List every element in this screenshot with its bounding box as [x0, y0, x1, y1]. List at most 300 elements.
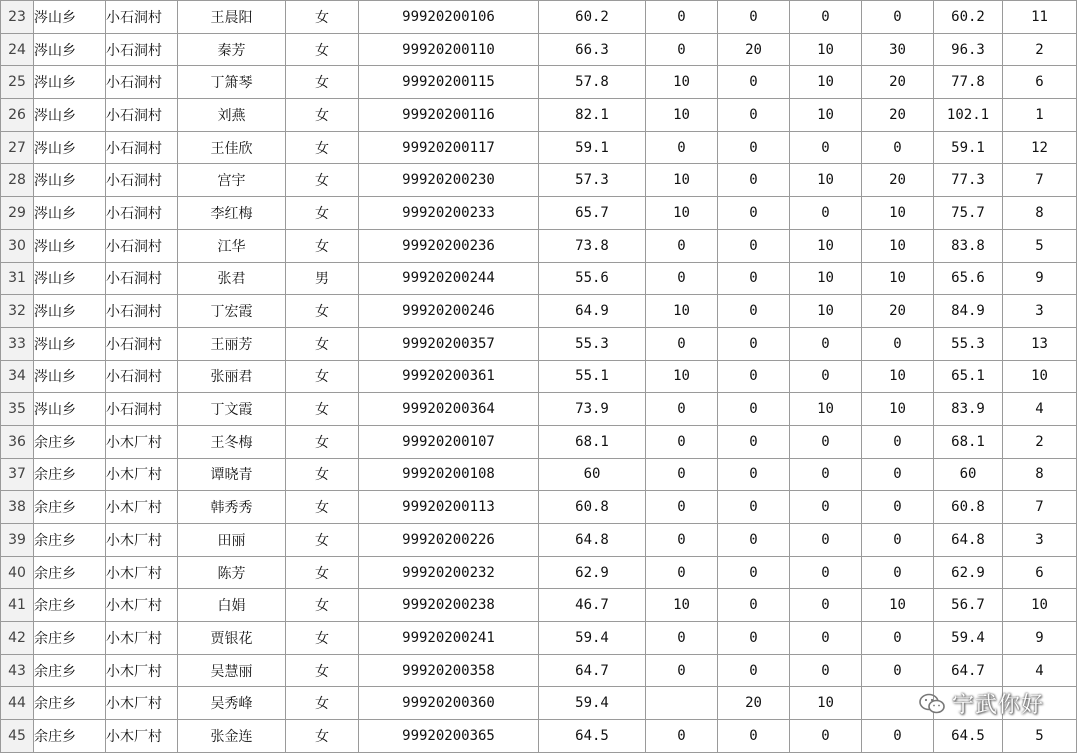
village-cell[interactable]: 小木厂村 — [106, 556, 178, 589]
bonus1-cell[interactable]: 0 — [646, 131, 718, 164]
id-cell[interactable]: 99920200244 — [359, 262, 539, 295]
name-cell[interactable]: 张君 — [178, 262, 286, 295]
id-cell[interactable]: 99920200116 — [359, 99, 539, 132]
bonus3-cell[interactable]: 0 — [790, 524, 862, 557]
village-cell[interactable]: 小木厂村 — [106, 687, 178, 720]
village-cell[interactable]: 小木厂村 — [106, 589, 178, 622]
bonus2-cell[interactable]: 0 — [718, 327, 790, 360]
bonus1-cell[interactable]: 0 — [646, 262, 718, 295]
total-cell[interactable]: 65.6 — [934, 262, 1003, 295]
bonus2-cell[interactable]: 0 — [718, 262, 790, 295]
gender-cell[interactable]: 女 — [286, 622, 359, 655]
bonus4-cell[interactable]: 20 — [862, 164, 934, 197]
bonus3-cell[interactable]: 10 — [790, 262, 862, 295]
bonus2-cell[interactable]: 0 — [718, 197, 790, 230]
bonus3-cell[interactable]: 10 — [790, 99, 862, 132]
bonus3-cell[interactable]: 0 — [790, 720, 862, 753]
bonus4-cell[interactable]: 10 — [862, 393, 934, 426]
rank-cell[interactable]: 3 — [1003, 524, 1077, 557]
score-cell[interactable]: 55.6 — [539, 262, 646, 295]
bonus2-cell[interactable]: 0 — [718, 720, 790, 753]
bonus1-cell[interactable]: 10 — [646, 360, 718, 393]
rank-cell[interactable]: 2 — [1003, 425, 1077, 458]
gender-cell[interactable]: 女 — [286, 99, 359, 132]
bonus2-cell[interactable]: 0 — [718, 425, 790, 458]
village-cell[interactable]: 小石洞村 — [106, 1, 178, 34]
bonus1-cell[interactable] — [646, 687, 718, 720]
name-cell[interactable]: 丁文霞 — [178, 393, 286, 426]
town-cell[interactable]: 涔山乡 — [34, 66, 106, 99]
score-cell[interactable]: 82.1 — [539, 99, 646, 132]
score-cell[interactable]: 73.9 — [539, 393, 646, 426]
town-cell[interactable]: 余庄乡 — [34, 687, 106, 720]
town-cell[interactable]: 涔山乡 — [34, 295, 106, 328]
table-row — [1, 197, 1077, 230]
name-cell[interactable]: 王晨阳 — [178, 1, 286, 34]
bonus1-cell[interactable]: 0 — [646, 327, 718, 360]
bonus4-cell[interactable]: 0 — [862, 131, 934, 164]
village-cell[interactable]: 小石洞村 — [106, 197, 178, 230]
score-cell[interactable]: 65.7 — [539, 197, 646, 230]
bonus3-cell[interactable]: 0 — [790, 458, 862, 491]
name-cell[interactable]: 吴秀峰 — [178, 687, 286, 720]
bonus2-cell[interactable]: 0 — [718, 1, 790, 34]
gender-cell[interactable]: 女 — [286, 295, 359, 328]
bonus4-cell[interactable]: 0 — [862, 491, 934, 524]
town-cell[interactable]: 涔山乡 — [34, 33, 106, 66]
id-cell[interactable]: 99920200230 — [359, 164, 539, 197]
row-number[interactable]: 35 — [1, 393, 34, 426]
town-cell[interactable]: 余庄乡 — [34, 622, 106, 655]
gender-cell[interactable]: 女 — [286, 425, 359, 458]
score-cell[interactable]: 73.8 — [539, 229, 646, 262]
village-cell[interactable]: 小石洞村 — [106, 131, 178, 164]
town-cell[interactable]: 涔山乡 — [34, 360, 106, 393]
gender-cell[interactable]: 男 — [286, 262, 359, 295]
name-cell[interactable]: 丁宏霞 — [178, 295, 286, 328]
bonus2-cell[interactable]: 0 — [718, 131, 790, 164]
total-cell[interactable]: 77.8 — [934, 66, 1003, 99]
bonus1-cell[interactable]: 0 — [646, 654, 718, 687]
village-cell[interactable]: 小石洞村 — [106, 393, 178, 426]
row-number[interactable]: 23 — [1, 1, 34, 34]
rank-cell[interactable]: 13 — [1003, 327, 1077, 360]
bonus4-cell[interactable]: 0 — [862, 524, 934, 557]
village-cell[interactable]: 小石洞村 — [106, 66, 178, 99]
name-cell[interactable]: 江华 — [178, 229, 286, 262]
rank-cell[interactable]: 4 — [1003, 393, 1077, 426]
bonus1-cell[interactable]: 0 — [646, 393, 718, 426]
name-cell[interactable]: 贾银花 — [178, 622, 286, 655]
row-number[interactable]: 42 — [1, 622, 34, 655]
id-cell[interactable]: 99920200117 — [359, 131, 539, 164]
score-cell[interactable]: 57.8 — [539, 66, 646, 99]
bonus3-cell[interactable]: 0 — [790, 622, 862, 655]
name-cell[interactable]: 王佳欣 — [178, 131, 286, 164]
bonus1-cell[interactable]: 0 — [646, 229, 718, 262]
village-cell[interactable]: 小石洞村 — [106, 360, 178, 393]
bonus2-cell[interactable]: 0 — [718, 66, 790, 99]
bonus1-cell[interactable]: 10 — [646, 66, 718, 99]
row-number[interactable]: 34 — [1, 360, 34, 393]
bonus2-cell[interactable]: 0 — [718, 229, 790, 262]
row-number[interactable]: 39 — [1, 524, 34, 557]
gender-cell[interactable]: 女 — [286, 1, 359, 34]
rank-cell[interactable]: 10 — [1003, 589, 1077, 622]
total-cell[interactable]: 77.3 — [934, 164, 1003, 197]
bonus4-cell[interactable]: 20 — [862, 99, 934, 132]
village-cell[interactable]: 小石洞村 — [106, 33, 178, 66]
town-cell[interactable]: 余庄乡 — [34, 654, 106, 687]
bonus1-cell[interactable]: 0 — [646, 1, 718, 34]
id-cell[interactable]: 99920200232 — [359, 556, 539, 589]
total-cell[interactable]: 64.8 — [934, 524, 1003, 557]
bonus4-cell[interactable]: 20 — [862, 66, 934, 99]
rank-cell[interactable]: 7 — [1003, 491, 1077, 524]
total-cell[interactable]: 62.9 — [934, 556, 1003, 589]
total-cell[interactable]: 64.5 — [934, 720, 1003, 753]
total-cell[interactable]: 83.9 — [934, 393, 1003, 426]
row-number[interactable]: 24 — [1, 33, 34, 66]
bonus3-cell[interactable]: 10 — [790, 66, 862, 99]
gender-cell[interactable]: 女 — [286, 229, 359, 262]
score-cell[interactable]: 55.1 — [539, 360, 646, 393]
gender-cell[interactable]: 女 — [286, 720, 359, 753]
watermark-text: 宁武你好 — [951, 693, 1044, 718]
id-cell[interactable]: 99920200226 — [359, 524, 539, 557]
score-cell[interactable]: 46.7 — [539, 589, 646, 622]
bonus1-cell[interactable]: 0 — [646, 33, 718, 66]
id-cell[interactable]: 99920200357 — [359, 327, 539, 360]
id-cell[interactable]: 99920200246 — [359, 295, 539, 328]
rank-cell[interactable]: 1 — [1003, 99, 1077, 132]
score-cell[interactable]: 60.8 — [539, 491, 646, 524]
town-cell[interactable]: 涔山乡 — [34, 262, 106, 295]
bonus4-cell[interactable]: 0 — [862, 622, 934, 655]
rank-cell[interactable]: 3 — [1003, 295, 1077, 328]
bonus2-cell[interactable]: 0 — [718, 654, 790, 687]
rank-cell[interactable]: 8 — [1003, 458, 1077, 491]
score-cell[interactable]: 68.1 — [539, 425, 646, 458]
score-cell[interactable]: 55.3 — [539, 327, 646, 360]
row-number[interactable]: 37 — [1, 458, 34, 491]
id-cell[interactable]: 99920200106 — [359, 1, 539, 34]
row-number[interactable]: 31 — [1, 262, 34, 295]
name-cell[interactable]: 韩秀秀 — [178, 491, 286, 524]
town-cell[interactable]: 余庄乡 — [34, 425, 106, 458]
rank-cell[interactable]: 11 — [1003, 1, 1077, 34]
id-cell[interactable]: 99920200107 — [359, 425, 539, 458]
id-cell[interactable]: 99920200360 — [359, 687, 539, 720]
total-cell[interactable]: 84.9 — [934, 295, 1003, 328]
town-cell[interactable]: 涔山乡 — [34, 131, 106, 164]
village-cell[interactable]: 小木厂村 — [106, 458, 178, 491]
bonus3-cell[interactable]: 0 — [790, 491, 862, 524]
rank-cell[interactable]: 5 — [1003, 720, 1077, 753]
bonus4-cell[interactable]: 0 — [862, 425, 934, 458]
name-cell[interactable]: 田丽 — [178, 524, 286, 557]
village-cell[interactable]: 小石洞村 — [106, 262, 178, 295]
gender-cell[interactable]: 女 — [286, 197, 359, 230]
table-row — [1, 556, 1077, 589]
bonus1-cell[interactable]: 10 — [646, 197, 718, 230]
row-number[interactable]: 41 — [1, 589, 34, 622]
id-cell[interactable]: 99920200238 — [359, 589, 539, 622]
bonus4-cell[interactable]: 0 — [862, 1, 934, 34]
name-cell[interactable]: 刘燕 — [178, 99, 286, 132]
id-cell[interactable]: 99920200110 — [359, 33, 539, 66]
row-number[interactable]: 36 — [1, 425, 34, 458]
row-number[interactable]: 40 — [1, 556, 34, 589]
id-cell[interactable]: 99920200108 — [359, 458, 539, 491]
row-number[interactable]: 26 — [1, 99, 34, 132]
town-cell[interactable]: 涔山乡 — [34, 327, 106, 360]
bonus4-cell[interactable]: 30 — [862, 33, 934, 66]
bonus4-cell[interactable]: 10 — [862, 262, 934, 295]
bonus2-cell[interactable]: 0 — [718, 556, 790, 589]
id-cell[interactable]: 99920200236 — [359, 229, 539, 262]
table-row — [1, 491, 1077, 524]
total-cell[interactable]: 55.3 — [934, 327, 1003, 360]
town-cell[interactable]: 余庄乡 — [34, 556, 106, 589]
bonus1-cell[interactable]: 0 — [646, 458, 718, 491]
bonus2-cell[interactable]: 0 — [718, 295, 790, 328]
gender-cell[interactable]: 女 — [286, 164, 359, 197]
name-cell[interactable]: 谭晓青 — [178, 458, 286, 491]
row-number[interactable]: 25 — [1, 66, 34, 99]
bonus3-cell[interactable]: 10 — [790, 687, 862, 720]
total-cell[interactable]: 60 — [934, 458, 1003, 491]
village-cell[interactable]: 小石洞村 — [106, 327, 178, 360]
gender-cell[interactable]: 女 — [286, 66, 359, 99]
score-cell[interactable]: 64.9 — [539, 295, 646, 328]
bonus4-cell[interactable]: 10 — [862, 197, 934, 230]
town-cell[interactable]: 涔山乡 — [34, 164, 106, 197]
village-cell[interactable]: 小木厂村 — [106, 425, 178, 458]
bonus3-cell[interactable]: 10 — [790, 33, 862, 66]
bonus3-cell[interactable]: 10 — [790, 164, 862, 197]
gender-cell[interactable]: 女 — [286, 589, 359, 622]
score-cell[interactable]: 59.1 — [539, 131, 646, 164]
total-cell[interactable]: 65.1 — [934, 360, 1003, 393]
town-cell[interactable]: 涔山乡 — [34, 197, 106, 230]
village-cell[interactable]: 小木厂村 — [106, 622, 178, 655]
id-cell[interactable]: 99920200364 — [359, 393, 539, 426]
name-cell[interactable]: 张金连 — [178, 720, 286, 753]
bonus3-cell[interactable]: 10 — [790, 229, 862, 262]
bonus2-cell[interactable]: 0 — [718, 164, 790, 197]
gender-cell[interactable]: 女 — [286, 491, 359, 524]
bonus3-cell[interactable]: 10 — [790, 393, 862, 426]
id-cell[interactable]: 99920200113 — [359, 491, 539, 524]
bonus1-cell[interactable]: 10 — [646, 295, 718, 328]
total-cell[interactable]: 83.8 — [934, 229, 1003, 262]
score-cell[interactable]: 64.8 — [539, 524, 646, 557]
row-number[interactable]: 45 — [1, 720, 34, 753]
total-cell[interactable]: 56.7 — [934, 589, 1003, 622]
village-cell[interactable]: 小石洞村 — [106, 164, 178, 197]
town-cell[interactable]: 涔山乡 — [34, 1, 106, 34]
total-cell[interactable]: 68.1 — [934, 425, 1003, 458]
bonus3-cell[interactable]: 0 — [790, 589, 862, 622]
total-cell[interactable]: 59.1 — [934, 131, 1003, 164]
village-cell[interactable]: 小石洞村 — [106, 99, 178, 132]
total-cell[interactable]: 59.4 — [934, 622, 1003, 655]
bonus1-cell[interactable]: 0 — [646, 556, 718, 589]
bonus3-cell[interactable]: 0 — [790, 556, 862, 589]
bonus2-cell[interactable]: 0 — [718, 491, 790, 524]
village-cell[interactable]: 小木厂村 — [106, 720, 178, 753]
bonus3-cell[interactable]: 10 — [790, 295, 862, 328]
score-cell[interactable]: 60.2 — [539, 1, 646, 34]
town-cell[interactable]: 涔山乡 — [34, 99, 106, 132]
town-cell[interactable]: 涔山乡 — [34, 393, 106, 426]
gender-cell[interactable]: 女 — [286, 131, 359, 164]
id-cell[interactable]: 99920200115 — [359, 66, 539, 99]
bonus3-cell[interactable]: 0 — [790, 131, 862, 164]
town-cell[interactable]: 余庄乡 — [34, 491, 106, 524]
name-cell[interactable]: 吴慧丽 — [178, 654, 286, 687]
bonus3-cell[interactable]: 0 — [790, 360, 862, 393]
bonus2-cell[interactable]: 0 — [718, 393, 790, 426]
bonus2-cell[interactable]: 20 — [718, 687, 790, 720]
bonus4-cell[interactable]: 0 — [862, 458, 934, 491]
rank-cell[interactable]: 5 — [1003, 229, 1077, 262]
town-cell[interactable]: 余庄乡 — [34, 524, 106, 557]
row-number[interactable]: 38 — [1, 491, 34, 524]
town-cell[interactable]: 余庄乡 — [34, 589, 106, 622]
id-cell[interactable]: 99920200241 — [359, 622, 539, 655]
bonus2-cell[interactable]: 20 — [718, 33, 790, 66]
bonus4-cell[interactable]: 20 — [862, 295, 934, 328]
gender-cell[interactable]: 女 — [286, 360, 359, 393]
name-cell[interactable]: 张丽君 — [178, 360, 286, 393]
bonus3-cell[interactable]: 0 — [790, 197, 862, 230]
bonus3-cell[interactable]: 0 — [790, 654, 862, 687]
gender-cell[interactable]: 女 — [286, 524, 359, 557]
total-cell[interactable]: 60.8 — [934, 491, 1003, 524]
bonus3-cell[interactable]: 0 — [790, 327, 862, 360]
bonus1-cell[interactable]: 0 — [646, 491, 718, 524]
bonus4-cell[interactable]: 0 — [862, 654, 934, 687]
bonus1-cell[interactable]: 0 — [646, 524, 718, 557]
bonus1-cell[interactable]: 0 — [646, 622, 718, 655]
name-cell[interactable]: 王丽芳 — [178, 327, 286, 360]
rank-cell[interactable]: 12 — [1003, 131, 1077, 164]
id-cell[interactable]: 99920200233 — [359, 197, 539, 230]
row-number[interactable]: 44 — [1, 687, 34, 720]
village-cell[interactable]: 小木厂村 — [106, 491, 178, 524]
gender-cell[interactable]: 女 — [286, 33, 359, 66]
bonus4-cell[interactable]: 0 — [862, 327, 934, 360]
village-cell[interactable]: 小石洞村 — [106, 229, 178, 262]
id-cell[interactable]: 99920200358 — [359, 654, 539, 687]
bonus1-cell[interactable]: 10 — [646, 164, 718, 197]
total-cell[interactable]: 75.7 — [934, 197, 1003, 230]
row-number[interactable]: 43 — [1, 654, 34, 687]
town-cell[interactable]: 余庄乡 — [34, 720, 106, 753]
bonus2-cell[interactable]: 0 — [718, 524, 790, 557]
row-number[interactable]: 33 — [1, 327, 34, 360]
rank-cell[interactable]: 8 — [1003, 197, 1077, 230]
rank-cell[interactable]: 9 — [1003, 262, 1077, 295]
score-cell[interactable]: 59.4 — [539, 687, 646, 720]
score-cell[interactable]: 60 — [539, 458, 646, 491]
rank-cell[interactable]: 10 — [1003, 360, 1077, 393]
gender-cell[interactable]: 女 — [286, 654, 359, 687]
gender-cell[interactable]: 女 — [286, 327, 359, 360]
row-number[interactable]: 32 — [1, 295, 34, 328]
bonus4-cell[interactable]: 10 — [862, 360, 934, 393]
name-cell[interactable]: 陈芳 — [178, 556, 286, 589]
gender-cell[interactable]: 女 — [286, 393, 359, 426]
total-cell[interactable]: 102.1 — [934, 99, 1003, 132]
name-cell[interactable]: 王冬梅 — [178, 425, 286, 458]
town-cell[interactable]: 涔山乡 — [34, 229, 106, 262]
rank-cell[interactable]: 9 — [1003, 622, 1077, 655]
row-number[interactable]: 29 — [1, 197, 34, 230]
name-cell[interactable]: 宫宇 — [178, 164, 286, 197]
score-cell[interactable]: 62.9 — [539, 556, 646, 589]
village-cell[interactable]: 小木厂村 — [106, 524, 178, 557]
bonus2-cell[interactable]: 0 — [718, 458, 790, 491]
total-cell[interactable]: 96.3 — [934, 33, 1003, 66]
bonus2-cell[interactable]: 0 — [718, 360, 790, 393]
name-cell[interactable]: 秦芳 — [178, 33, 286, 66]
gender-cell[interactable]: 女 — [286, 458, 359, 491]
rank-cell[interactable]: 6 — [1003, 66, 1077, 99]
gender-cell[interactable]: 女 — [286, 556, 359, 589]
score-cell[interactable]: 57.3 — [539, 164, 646, 197]
row-number[interactable]: 30 — [1, 229, 34, 262]
rank-cell[interactable]: 6 — [1003, 556, 1077, 589]
bonus3-cell[interactable]: 0 — [790, 425, 862, 458]
rank-cell[interactable]: 7 — [1003, 164, 1077, 197]
name-cell[interactable]: 丁箫琴 — [178, 66, 286, 99]
rank-cell[interactable]: 2 — [1003, 33, 1077, 66]
bonus2-cell[interactable]: 0 — [718, 622, 790, 655]
bonus4-cell[interactable]: 10 — [862, 589, 934, 622]
village-cell[interactable]: 小木厂村 — [106, 654, 178, 687]
bonus1-cell[interactable]: 0 — [646, 720, 718, 753]
total-cell[interactable]: 60.2 — [934, 1, 1003, 34]
bonus3-cell[interactable]: 0 — [790, 1, 862, 34]
score-cell[interactable]: 64.5 — [539, 720, 646, 753]
bonus4-cell[interactable]: 10 — [862, 229, 934, 262]
bonus4-cell[interactable]: 0 — [862, 556, 934, 589]
id-cell[interactable]: 99920200361 — [359, 360, 539, 393]
bonus4-cell[interactable]: 0 — [862, 720, 934, 753]
name-cell[interactable]: 李红梅 — [178, 197, 286, 230]
name-cell[interactable]: 白娟 — [178, 589, 286, 622]
score-cell[interactable]: 66.3 — [539, 33, 646, 66]
total-cell[interactable]: 64.7 — [934, 654, 1003, 687]
row-number[interactable]: 27 — [1, 131, 34, 164]
score-cell[interactable]: 59.4 — [539, 622, 646, 655]
bonus1-cell[interactable]: 10 — [646, 99, 718, 132]
bonus2-cell[interactable]: 0 — [718, 589, 790, 622]
village-cell[interactable]: 小石洞村 — [106, 295, 178, 328]
bonus1-cell[interactable]: 0 — [646, 425, 718, 458]
score-cell[interactable]: 64.7 — [539, 654, 646, 687]
town-cell[interactable]: 余庄乡 — [34, 458, 106, 491]
gender-cell[interactable]: 女 — [286, 687, 359, 720]
bonus1-cell[interactable]: 10 — [646, 589, 718, 622]
row-number[interactable]: 28 — [1, 164, 34, 197]
id-cell[interactable]: 99920200365 — [359, 720, 539, 753]
bonus2-cell[interactable]: 0 — [718, 99, 790, 132]
rank-cell[interactable]: 4 — [1003, 654, 1077, 687]
